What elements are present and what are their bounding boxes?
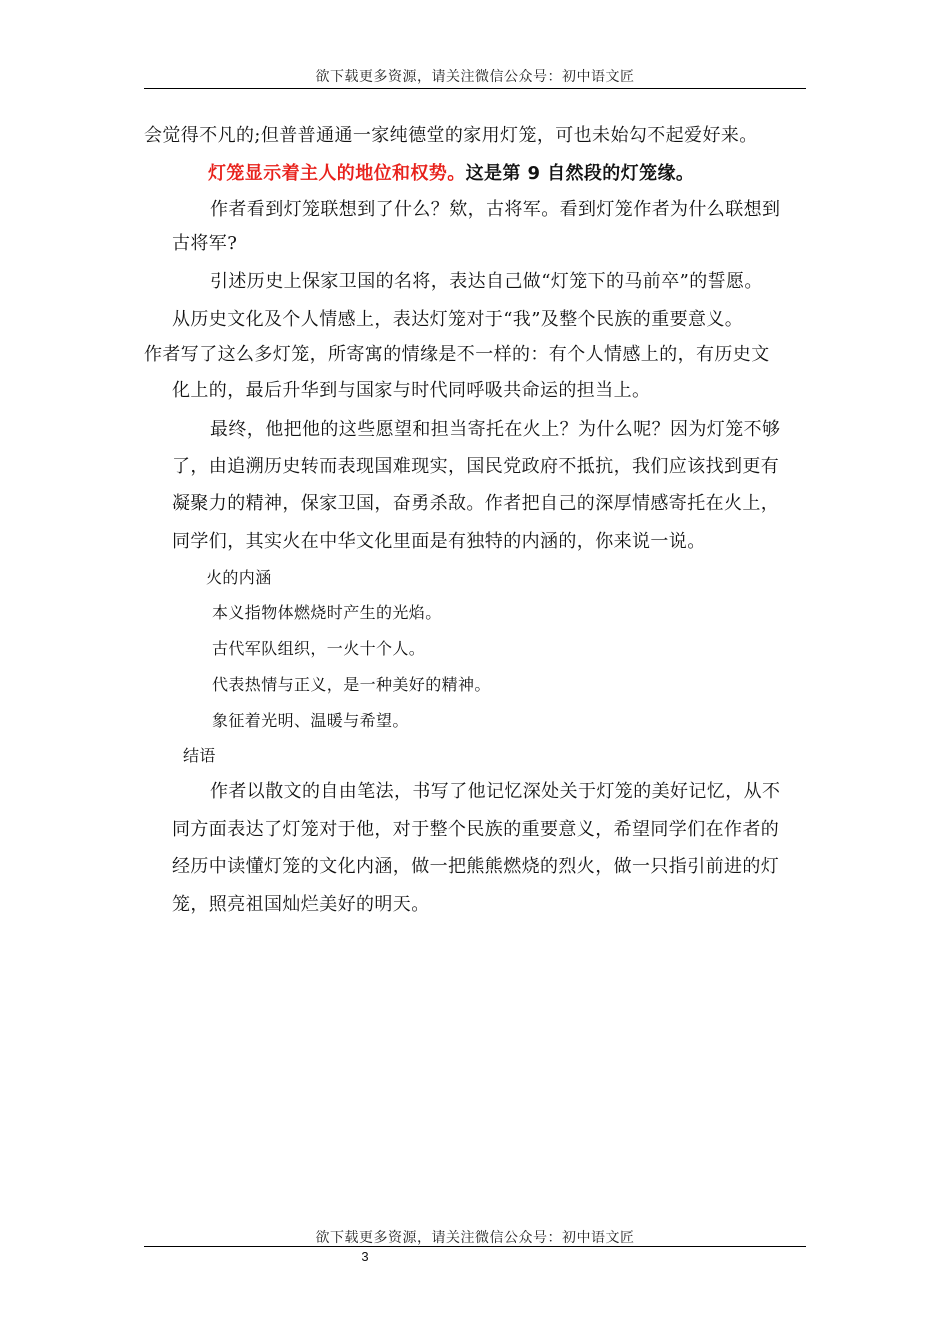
paragraph-line: 同学们，其实火在中华文化里面是有独特的内涵的，你来说一说。 [172, 531, 706, 552]
footer-divider [144, 1246, 806, 1247]
highlight-red-text: 灯笼显示着主人的地位和权势。 [208, 163, 466, 184]
list-item: 古代军队组织，一火十个人。 [212, 639, 426, 658]
paragraph-line: 作者以散文的自由笔法，书写了他记忆深处关于灯笼的美好记忆，从不 [210, 781, 781, 802]
header-divider [144, 88, 806, 89]
list-item: 本义指物体燃烧时产生的光焰。 [212, 603, 442, 622]
paragraph-line: 从历史文化及个人情感上，表达灯笼对于“我”及整个民族的重要意义。 [172, 309, 744, 330]
paragraph-line: 了，由追溯历史转而表现国难现实，国民党政府不抵抗，我们应该找到更有 [172, 456, 780, 477]
highlight-paragraph [208, 162, 694, 186]
paragraph-line: 会觉得不凡的;但普普通通一家纯德堂的家用灯笼，可也未始勾不起爱好来。 [144, 125, 758, 146]
paragraph-line: 凝聚力的精神，保家卫国，奋勇杀敌。作者把自己的深厚情感寄托在火上， [172, 493, 780, 514]
page-header: 欲下载更多资源，请关注微信公众号：初中语文匠 [315, 69, 635, 85]
paragraph-line: 经历中读懂灯笼的文化内涵，做一把熊熊燃烧的烈火，做一只指引前进的灯 [172, 856, 780, 877]
paragraph-line: 引述历史上保家卫国的名将，表达自己做“灯笼下的马前卒”的誓愿。 [210, 271, 763, 292]
paragraph-line: 作者看到灯笼联想到了什么？欸，古将军。看到灯笼作者为什么联想到 [210, 199, 781, 220]
list-item: 象征着光明、温暖与希望。 [212, 711, 409, 730]
section-heading-conclusion: 结语 [183, 746, 216, 765]
paragraph-line: 化上的，最后升华到与国家与时代同呼吸共命运的担当上。 [172, 380, 651, 401]
paragraph-line: 同方面表达了灯笼对于他，对于整个民族的重要意义，希望同学们在作者的 [172, 819, 780, 840]
page-footer: 欲下载更多资源，请关注微信公众号：初中语文匠 [315, 1230, 635, 1246]
page-number: 3 [361, 1249, 369, 1264]
paragraph-line: 最终，他把他的这些愿望和担当寄托在火上？为什么呢？因为灯笼不够 [210, 419, 781, 440]
paragraph-line: 古将军? [172, 233, 238, 254]
list-item: 代表热情与正义，是一种美好的精神。 [212, 675, 491, 694]
paragraph-line: 作者写了这么多灯笼，所寄寓的情缘是不一样的：有个人情感上的，有历史文 [144, 344, 770, 365]
paragraph-line: 笼，照亮祖国灿烂美好的明天。 [172, 894, 430, 915]
highlight-bold-text: 这是第 9 自然段的灯笼缘。 [465, 163, 695, 184]
section-heading-fire: 火的内涵 [206, 568, 272, 587]
